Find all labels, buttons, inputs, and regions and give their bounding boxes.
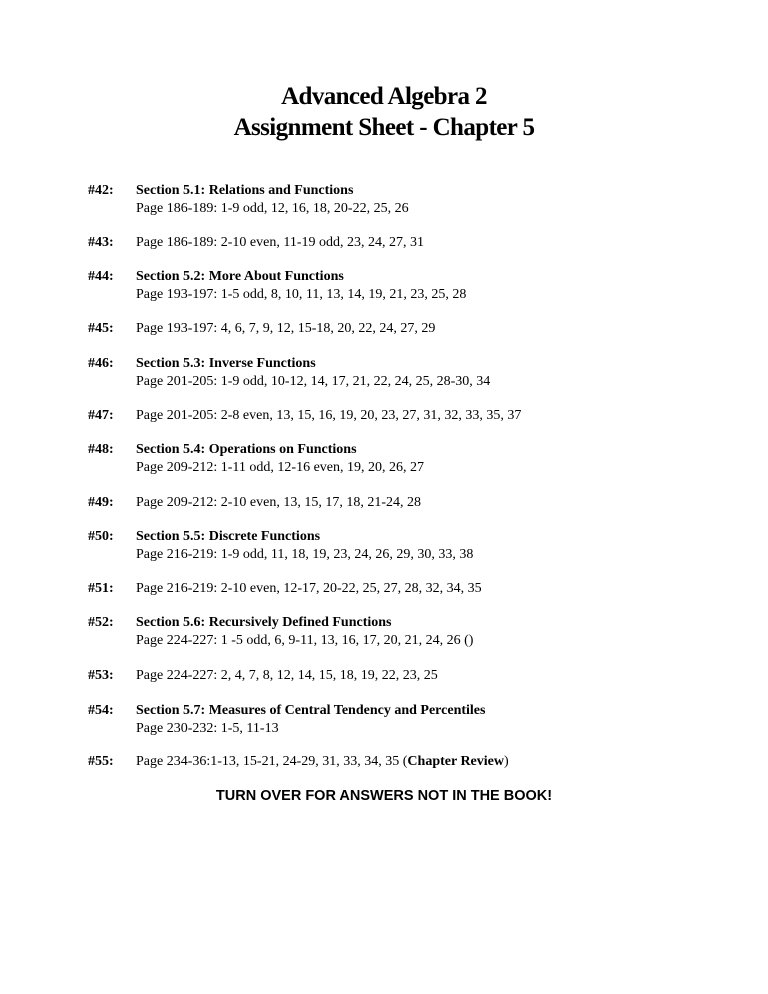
page-problems: Page 216-219: 2-10 even, 12-17, 20-22, 25, 27, 28, 32, 34, 35 bbox=[136, 581, 482, 596]
assignment-number: #52: bbox=[88, 615, 114, 630]
page-problems: Page 186-189: 1-9 odd, 12, 16, 18, 20-22, 25, 26 bbox=[136, 200, 409, 216]
page-problems bbox=[136, 753, 509, 771]
page-problems: Page 201-205: 2-8 even, 13, 15, 16, 19, 20, 23, 27, 31, 32, 33, 35, 37 bbox=[136, 408, 522, 423]
assignment-number: #55: bbox=[88, 754, 114, 769]
assignment-content bbox=[136, 580, 482, 598]
chapter-review-label: Chapter Review bbox=[407, 754, 504, 769]
page-problems-end: ) bbox=[503, 754, 509, 769]
section-heading: Section 5.4: Operations on Functions bbox=[136, 442, 357, 457]
assignment-content bbox=[136, 234, 424, 252]
assignment-number: #49: bbox=[88, 495, 114, 510]
page-subtitle: Assignment Sheet - Chapter 5 bbox=[233, 114, 535, 141]
section-heading: Section 5.1: Relations and Functions bbox=[136, 183, 354, 198]
assignment-content bbox=[136, 702, 485, 737]
section-heading: Section 5.6: Recursively Defined Functions bbox=[136, 615, 392, 630]
assignment-number: #51: bbox=[88, 581, 114, 596]
assignment-content bbox=[136, 614, 473, 649]
assignment-content bbox=[136, 753, 509, 771]
page-problems: Page 209-212: 2-10 even, 13, 15, 17, 18, 21-24, 28 bbox=[136, 495, 422, 510]
page-problems: Page 193-197: 4, 6, 7, 9, 12, 15-18, 20, 22, 24, 27, 29 bbox=[136, 321, 436, 336]
page-problems: Page 216-219: 1-9 odd, 11, 18, 19, 23, 24, 26, 29, 30, 33, 38 bbox=[136, 546, 474, 562]
page-problems: Page 224-227: 2, 4, 7, 8, 12, 14, 15, 18, 19, 22, 23, 25 bbox=[136, 668, 438, 683]
assignment-number: #45: bbox=[88, 321, 114, 336]
assignment-number: #47: bbox=[88, 408, 114, 423]
page-problems: Page 201-205: 1-9 odd, 10-12, 14, 17, 21, 22, 24, 25, 28-30, 34 bbox=[136, 373, 491, 389]
page-problems: Page 230-232: 1-5, 11-13 bbox=[136, 720, 279, 736]
page-problems: Page 193-197: 1-5 odd, 8, 10, 11, 13, 14, 19, 21, 23, 25, 28 bbox=[136, 286, 467, 302]
assignment-number: #43: bbox=[88, 235, 114, 250]
assignment-number: #53: bbox=[88, 668, 114, 683]
page-problems-text: Page 234-36:1-13, 15-21, 24-29, 31, 33, 34, 35 ( bbox=[136, 754, 408, 769]
assignment-content bbox=[136, 441, 424, 476]
assignment-content bbox=[136, 407, 521, 425]
assignment-content bbox=[136, 268, 466, 303]
assignment-number: #44: bbox=[88, 269, 114, 284]
page-problems: Page 224-227: 1 -5 odd, 6, 9-11, 13, 16, 17, 20, 21, 24, 26 () bbox=[136, 632, 474, 648]
assignment-number: #42: bbox=[88, 183, 114, 198]
page-title: Advanced Algebra 2 bbox=[281, 83, 487, 110]
assignment-number: #54: bbox=[88, 703, 114, 718]
section-heading: Section 5.3: Inverse Functions bbox=[136, 356, 316, 371]
assignment-number: #50: bbox=[88, 529, 114, 544]
assignment-number: #48: bbox=[88, 442, 114, 457]
section-heading: Section 5.2: More About Functions bbox=[136, 269, 344, 284]
section-heading: Section 5.7: Measures of Central Tendency and Percentiles bbox=[136, 703, 486, 718]
page-problems: Page 209-212: 1-11 odd, 12-16 even, 19, 20, 26, 27 bbox=[136, 459, 424, 475]
assignment-content bbox=[136, 494, 421, 512]
assignment-content bbox=[136, 355, 490, 390]
assignment-content bbox=[136, 667, 438, 685]
assignment-content bbox=[136, 320, 435, 338]
assignment-content bbox=[136, 182, 409, 217]
page-problems: Page 186-189: 2-10 even, 11-19 odd, 23, 24, 27, 31 bbox=[136, 235, 424, 250]
assignment-content bbox=[136, 528, 473, 563]
section-heading: Section 5.5: Discrete Functions bbox=[136, 529, 321, 544]
assignment-number: #46: bbox=[88, 356, 114, 371]
turn-over-notice: TURN OVER FOR ANSWERS NOT IN THE BOOK! bbox=[215, 788, 553, 804]
